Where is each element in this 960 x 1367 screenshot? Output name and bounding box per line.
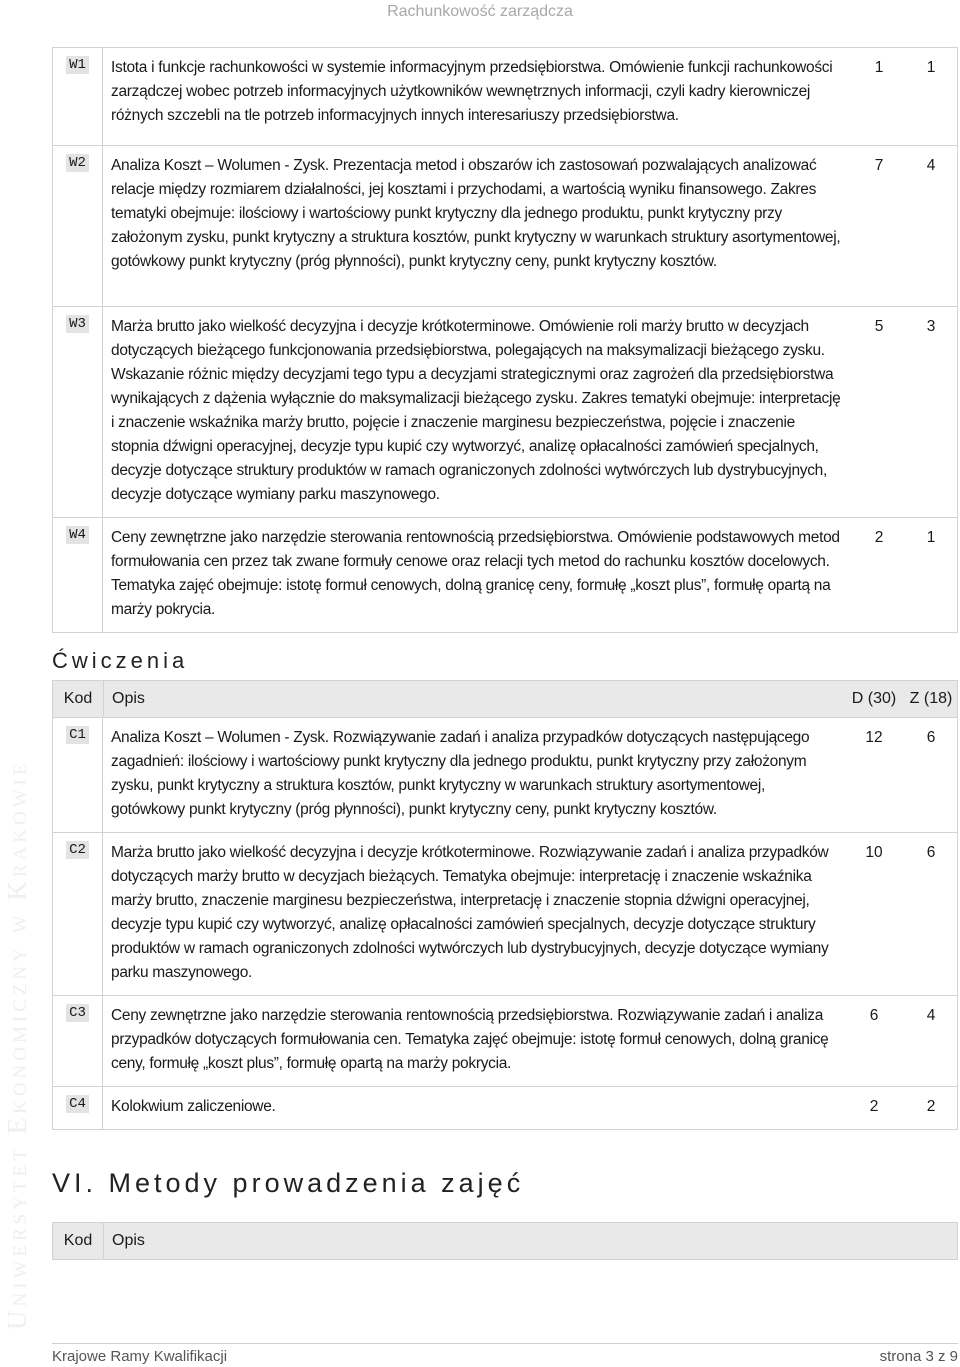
- row-code-cell: [53, 518, 103, 632]
- table-row: [53, 145, 957, 306]
- methods-header-opis: Opis: [112, 1232, 145, 1249]
- exercises-table: [52, 680, 958, 1130]
- methods-table-header: [53, 1223, 957, 1259]
- row-code-cell: [53, 718, 103, 832]
- row-hours-z: 1: [926, 529, 936, 546]
- table-row: [53, 995, 957, 1086]
- header-opis: Opis: [112, 690, 145, 707]
- page-header-title: Rachunkowość zarządcza: [387, 3, 573, 20]
- row-code: W2: [66, 154, 89, 172]
- row-hours-z: 4: [926, 1007, 936, 1024]
- row-description: Ceny zewnętrzne jako narzędzie sterowania rentownością przedsiębiorstwa. Rozwiązywanie zadań i analiza przypadków dotyczących formułowania cen. Tematyka zajęć obejmuje: istotę formuł cenowych, dolną granicę ceny, formułę „koszt plus”, formułę opartą na marży pokrycia.: [111, 1007, 829, 1072]
- row-code-cell: [53, 996, 103, 1086]
- row-description: Istota i funkcje rachunkowości w systemie informacyjnym przedsiębiorstwa. Omówienie funkcji rachunkowości zarządczej wobec potrzeb informacyjnych użytkowników wewnętrznych informacji, czyli kadry kierowniczej różnych szczebli na tle potrzeb informacyjnych innych interesariuszy przedsiębiorstwa.: [111, 59, 833, 124]
- watermark: Uniwersytet Ekonomiczny w Krakowie: [2, 759, 32, 1330]
- row-hours-d: 10: [865, 844, 883, 861]
- header-z: Z (18): [909, 690, 953, 707]
- methods-section-title: VI. Metody prowadzenia zajęć: [52, 1168, 525, 1198]
- row-hours-d: 7: [874, 157, 884, 174]
- row-code: C1: [66, 726, 89, 744]
- table-row: [53, 306, 957, 517]
- row-description: Analiza Koszt – Wolumen - Zysk. Prezentacja metod i obszarów ich zastosowań pozwalających analizować relacje między rozmiarem działalności, jej kosztami i przychodami, a wartością wyniku finansowego. Zakres tematyki obejmuje: ilościowy i wartościowy punkt krytyczny dla jednego produktu, punkt krytyczny przy założonym zysku, punkt krytyczny a struktura kosztów, punkt krytyczny w warunkach struktury asortymentowej, gotówkowy punkt krytyczny (próg płynności), punkt krytyczny ceny, punkt krytyczny kosztów.: [111, 157, 841, 270]
- footer-divider: [52, 1343, 958, 1344]
- row-code-cell: [53, 1087, 103, 1129]
- row-code: W1: [66, 56, 89, 74]
- row-code-cell: [53, 146, 103, 306]
- header-kod: Kod: [53, 681, 104, 717]
- row-hours-z: 1: [926, 59, 936, 76]
- row-description: Marża brutto jako wielkość decyzyjna i decyzje krótkoterminowe. Rozwiązywanie zadań i analiza przypadków dotyczących marży brutto w decyzjach bieżących. Tematyka obejmuje: interpretację i znaczenie wskaźnika marży brutto, znaczenie marginesu bezpieczeństwa, interpretację i znaczenie stopnia dźwigni operacyjnej, decyzje typu kupić czy wytworzyć, analizę opłacalności zamówień specjalnych, decyzje dotyczące struktury produktów w ramach ograniczonych zdolności wytwórczych lub dystrybucyjnych, decyzje dotyczące wymiany parku maszynowego.: [111, 844, 829, 981]
- exercises-table-header: [53, 681, 957, 718]
- exercises-section-title: Ćwiczenia: [52, 648, 189, 673]
- row-hours-d: 5: [874, 318, 884, 335]
- row-description: Kolokwium zaliczeniowe.: [111, 1098, 276, 1115]
- row-hours-z: 4: [926, 157, 936, 174]
- row-hours-d: 2: [874, 529, 884, 546]
- row-hours-z: 6: [926, 729, 936, 746]
- row-code-cell: [53, 48, 103, 145]
- methods-header-kod: Kod: [53, 1223, 104, 1259]
- table-row: [53, 718, 957, 832]
- row-hours-d: 12: [865, 729, 883, 746]
- table-row: [53, 517, 957, 632]
- footer-page-number: strona 3 z 9: [879, 1348, 958, 1365]
- row-description: Ceny zewnętrzne jako narzędzie sterowania rentownością przedsiębiorstwa. Omówienie podstawowych metod formułowania cen przez tak zwane formuły cenowe oraz relacji tych metod do rachunku kosztów docelowych. Tematyka zajęć obejmuje: istotę formuł cenowych, dolną granicę ceny, formułę „koszt plus”, formułę opartą na marży pokrycia.: [111, 529, 840, 618]
- row-hours-d: 1: [874, 59, 884, 76]
- row-description: Marża brutto jako wielkość decyzyjna i decyzje krótkoterminowe. Omówienie roli marży brutto w decyzjach dotyczących bieżącego funkcjonowania przedsiębiorstwa, polegających na maksymalizacji bieżącego zysku. Wskazanie różnic między decyzjami tego typu a decyzjami strategicznymi oraz zagrożeń dla przedsiębiorstwa wynikających z dążenia wyłącznie do maksymalizacji bieżącego zysku. Zakres tematyki obejmuje: interpretację i znaczenie wskaźnika marży brutto, pojęcie i znaczenie marginesu bezpieczeństwa, pojęcie i znaczenie stopnia dźwigni operacyjnej, decyzje typu kupić czy wytworzyć, analizę opłacalności zamówień specjalnych, decyzje dotyczące struktury produktów w ramach ograniczonych zdolności wytwórczych lub dystrybucyjnych, decyzje dotyczące wymiany parku maszynowego.: [111, 318, 841, 503]
- row-hours-d: 2: [869, 1098, 879, 1115]
- row-code-cell: [53, 307, 103, 517]
- row-code: C4: [66, 1095, 89, 1113]
- row-code-cell: [53, 833, 103, 995]
- exercises-rows: [53, 718, 957, 1129]
- methods-table: [52, 1222, 958, 1260]
- row-hours-d: 6: [869, 1007, 879, 1024]
- row-hours-z: 3: [926, 318, 936, 335]
- row-hours-z: 2: [926, 1098, 936, 1115]
- row-description: Analiza Koszt – Wolumen - Zysk. Rozwiązywanie zadań i analiza przypadków dotyczących następującego zagadnień: ilościowy i wartościowy punkt krytyczny dla jednego produktu, punkt krytyczny przy założonym zysku, punkt krytyczny a struktura kosztów, punkt krytyczny w warunkach struktury asortymentowej, gotówkowy punkt krytyczny (próg płynności), punkt krytyczny ceny, punkt krytyczny kosztów.: [111, 729, 810, 818]
- row-code: W4: [66, 526, 89, 544]
- header-d: D (30): [851, 690, 897, 707]
- table-row: [53, 48, 957, 145]
- table-row: [53, 832, 957, 995]
- row-code: C2: [66, 841, 89, 859]
- row-code: C3: [66, 1004, 89, 1022]
- footer-left: Krajowe Ramy Kwalifikacji: [52, 1348, 228, 1365]
- table-row: [53, 1086, 957, 1129]
- row-hours-z: 6: [926, 844, 936, 861]
- lectures-table: [52, 47, 958, 633]
- row-code: W3: [66, 315, 89, 333]
